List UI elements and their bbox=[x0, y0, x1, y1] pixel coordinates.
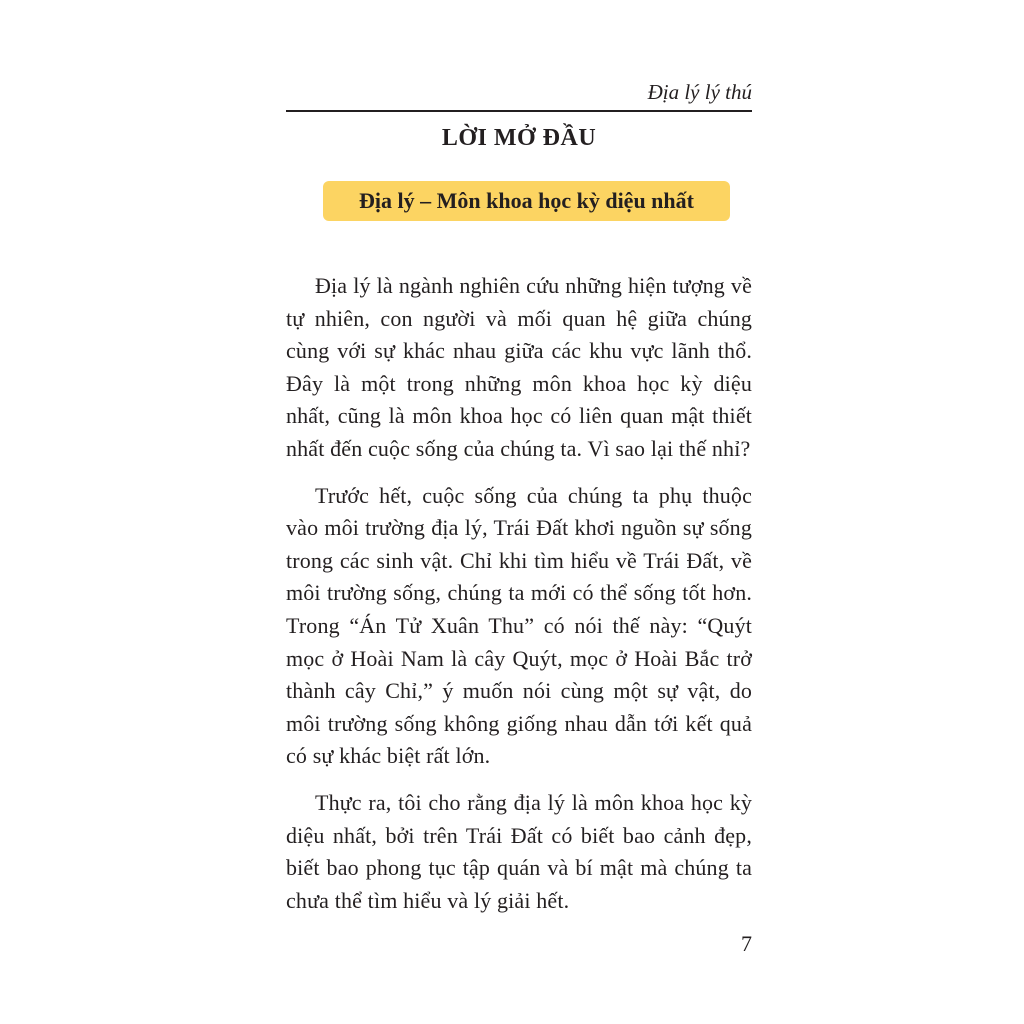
page-number: 7 bbox=[741, 931, 752, 956]
header-rule bbox=[286, 110, 752, 112]
section-title: LỜI MỞ ĐẦU bbox=[441, 125, 597, 151]
subtitle-banner bbox=[323, 181, 730, 221]
paragraph-1: Địa lý là ngành nghiên cứu những hiện tượng về tự nhiên, con người và mối quan hệ giữa chúng cùng với sự khác nhau giữa các khu vực lãnh thổ. Đây là một trong những môn khoa học kỳ diệu nhất, cũng là môn khoa học có liên quan mật thiết nhất đến cuộc sống của chúng ta. Vì sao lại thế nhỉ? bbox=[286, 273, 752, 461]
running-header-title: Địa lý lý thú bbox=[647, 80, 752, 104]
body-text bbox=[286, 270, 752, 931]
paragraph-2: Trước hết, cuộc sống của chúng ta phụ thuộc vào môi trường địa lý, Trái Đất khơi nguồn sự sống trong các sinh vật. Chỉ khi tìm hiểu về Trái Đất, về môi trường sống, chúng ta mới có thể sống tốt hơn. Trong “Án Tử Xuân Thu” có nói thế này: “Quýt mọc ở Hoài Nam là cây Quýt, mọc ở Hoài Bắc trở thành cây Chỉ,” ý muốn nói cùng một sự vật, do môi trường sống không giống nhau dẫn tới kết quả có sự khác biệt rất lớn. bbox=[286, 482, 752, 769]
subtitle-banner-text: Địa lý – Môn khoa học kỳ diệu nhất bbox=[359, 188, 694, 213]
paragraph-3: Thực ra, tôi cho rằng địa lý là môn khoa học kỳ diệu nhất, bởi trên Trái Đất có biết bao cảnh đẹp, biết bao phong tục tập quán và bí mật mà chúng ta chưa thể tìm hiểu và lý giải hết. bbox=[286, 789, 752, 913]
